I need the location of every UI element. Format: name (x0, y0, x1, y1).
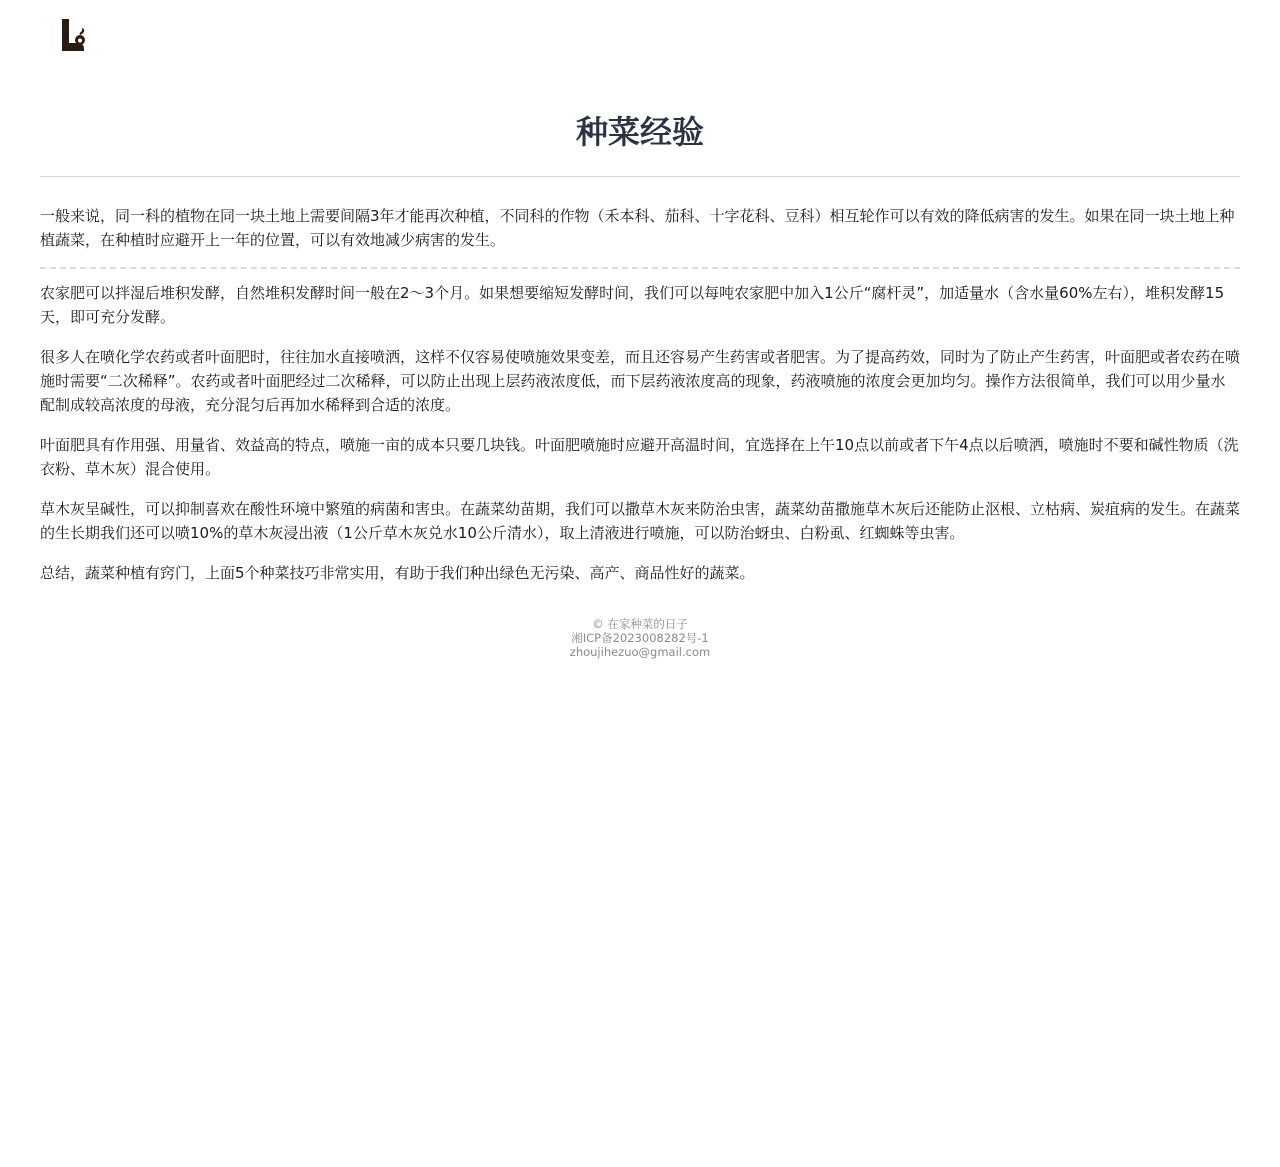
tip-paragraph-3: 叶面肥具有作用强、用量省、效益高的特点，喷施一亩的成本只要几块钱。叶面肥喷施时应避开高温时间，宜选择在上午10点以前或者下午4点以后喷洒，喷施时不要和碱性物质（洗衣粉、草木灰）混合使用。 (40, 436, 1239, 478)
summary-paragraph: 总结，蔬菜种植有窍门，上面5个种菜技巧非常实用，有助于我们种出绿色无污染、高产、商品性好的蔬菜。 (40, 564, 755, 582)
site-footer (0, 617, 1280, 659)
site-logo-icon (60, 18, 100, 54)
contact-email[interactable]: zhoujihezuo@gmail.com (569, 645, 711, 659)
intro-paragraph: 一般来说，同一科的植物在同一块土地上需要间隔3年才能再次种植，不同科的作物（禾本科、茄科、十字花科、豆科）相互轮作可以有效的降低病害的发生。如果在同一块土地上种植蔬菜，在种植时应避开上一年的位置，可以有效地减少病害的发生。 (40, 204, 1240, 269)
tip-paragraph-1: 农家肥可以拌湿后堆积发酵，自然堆积发酵时间一般在2～3个月。如果想要缩短发酵时间，我们可以每吨农家肥中加入1公斤“腐杆灵”，加适量水（含水量60%左右），堆积发酵15天，即可充分发酵。 (40, 284, 1225, 326)
article-body (40, 204, 1240, 601)
copyright-text: © 在家种菜的日子 (592, 617, 688, 631)
tip-paragraph-2: 很多人在喷化学农药或者叶面肥时，往往加水直接喷洒，这样不仅容易使喷施效果变差，而且还容易产生药害或者肥害。为了提高药效，同时为了防止产生药害，叶面肥或者农药在喷施时需要“二次稀释”。农药或者叶面肥经过二次稀释，可以防止出现上层药液浓度低，而下层药液浓度高的现象，药液喷施的浓度会更加均匀。操作方法很简单，我们可以用少量水配制成较高浓度的母液，充分混匀后再加水稀释到合适的浓度。 (40, 348, 1241, 414)
title-divider (40, 176, 1240, 177)
site-logo-link[interactable] (60, 18, 100, 54)
page-title: 种菜经验 (575, 113, 704, 151)
site-header (60, 18, 100, 54)
tip-paragraph-4: 草木灰呈碱性，可以抑制喜欢在酸性环境中繁殖的病菌和害虫。在蔬菜幼苗期，我们可以撒草木灰来防治虫害，蔬菜幼苗撒施草木灰后还能防止沤根、立枯病、炭疽病的发生。在蔬菜的生长期我们还可以喷10%的草木灰浸出液（1公斤草木灰兑水10公斤清水），取上清液进行喷施，可以防治蚜虫、白粉虱、红蜘蛛等虫害。 (40, 500, 1241, 542)
icp-link[interactable]: 湘ICP备2023008282号-1 (571, 631, 709, 645)
